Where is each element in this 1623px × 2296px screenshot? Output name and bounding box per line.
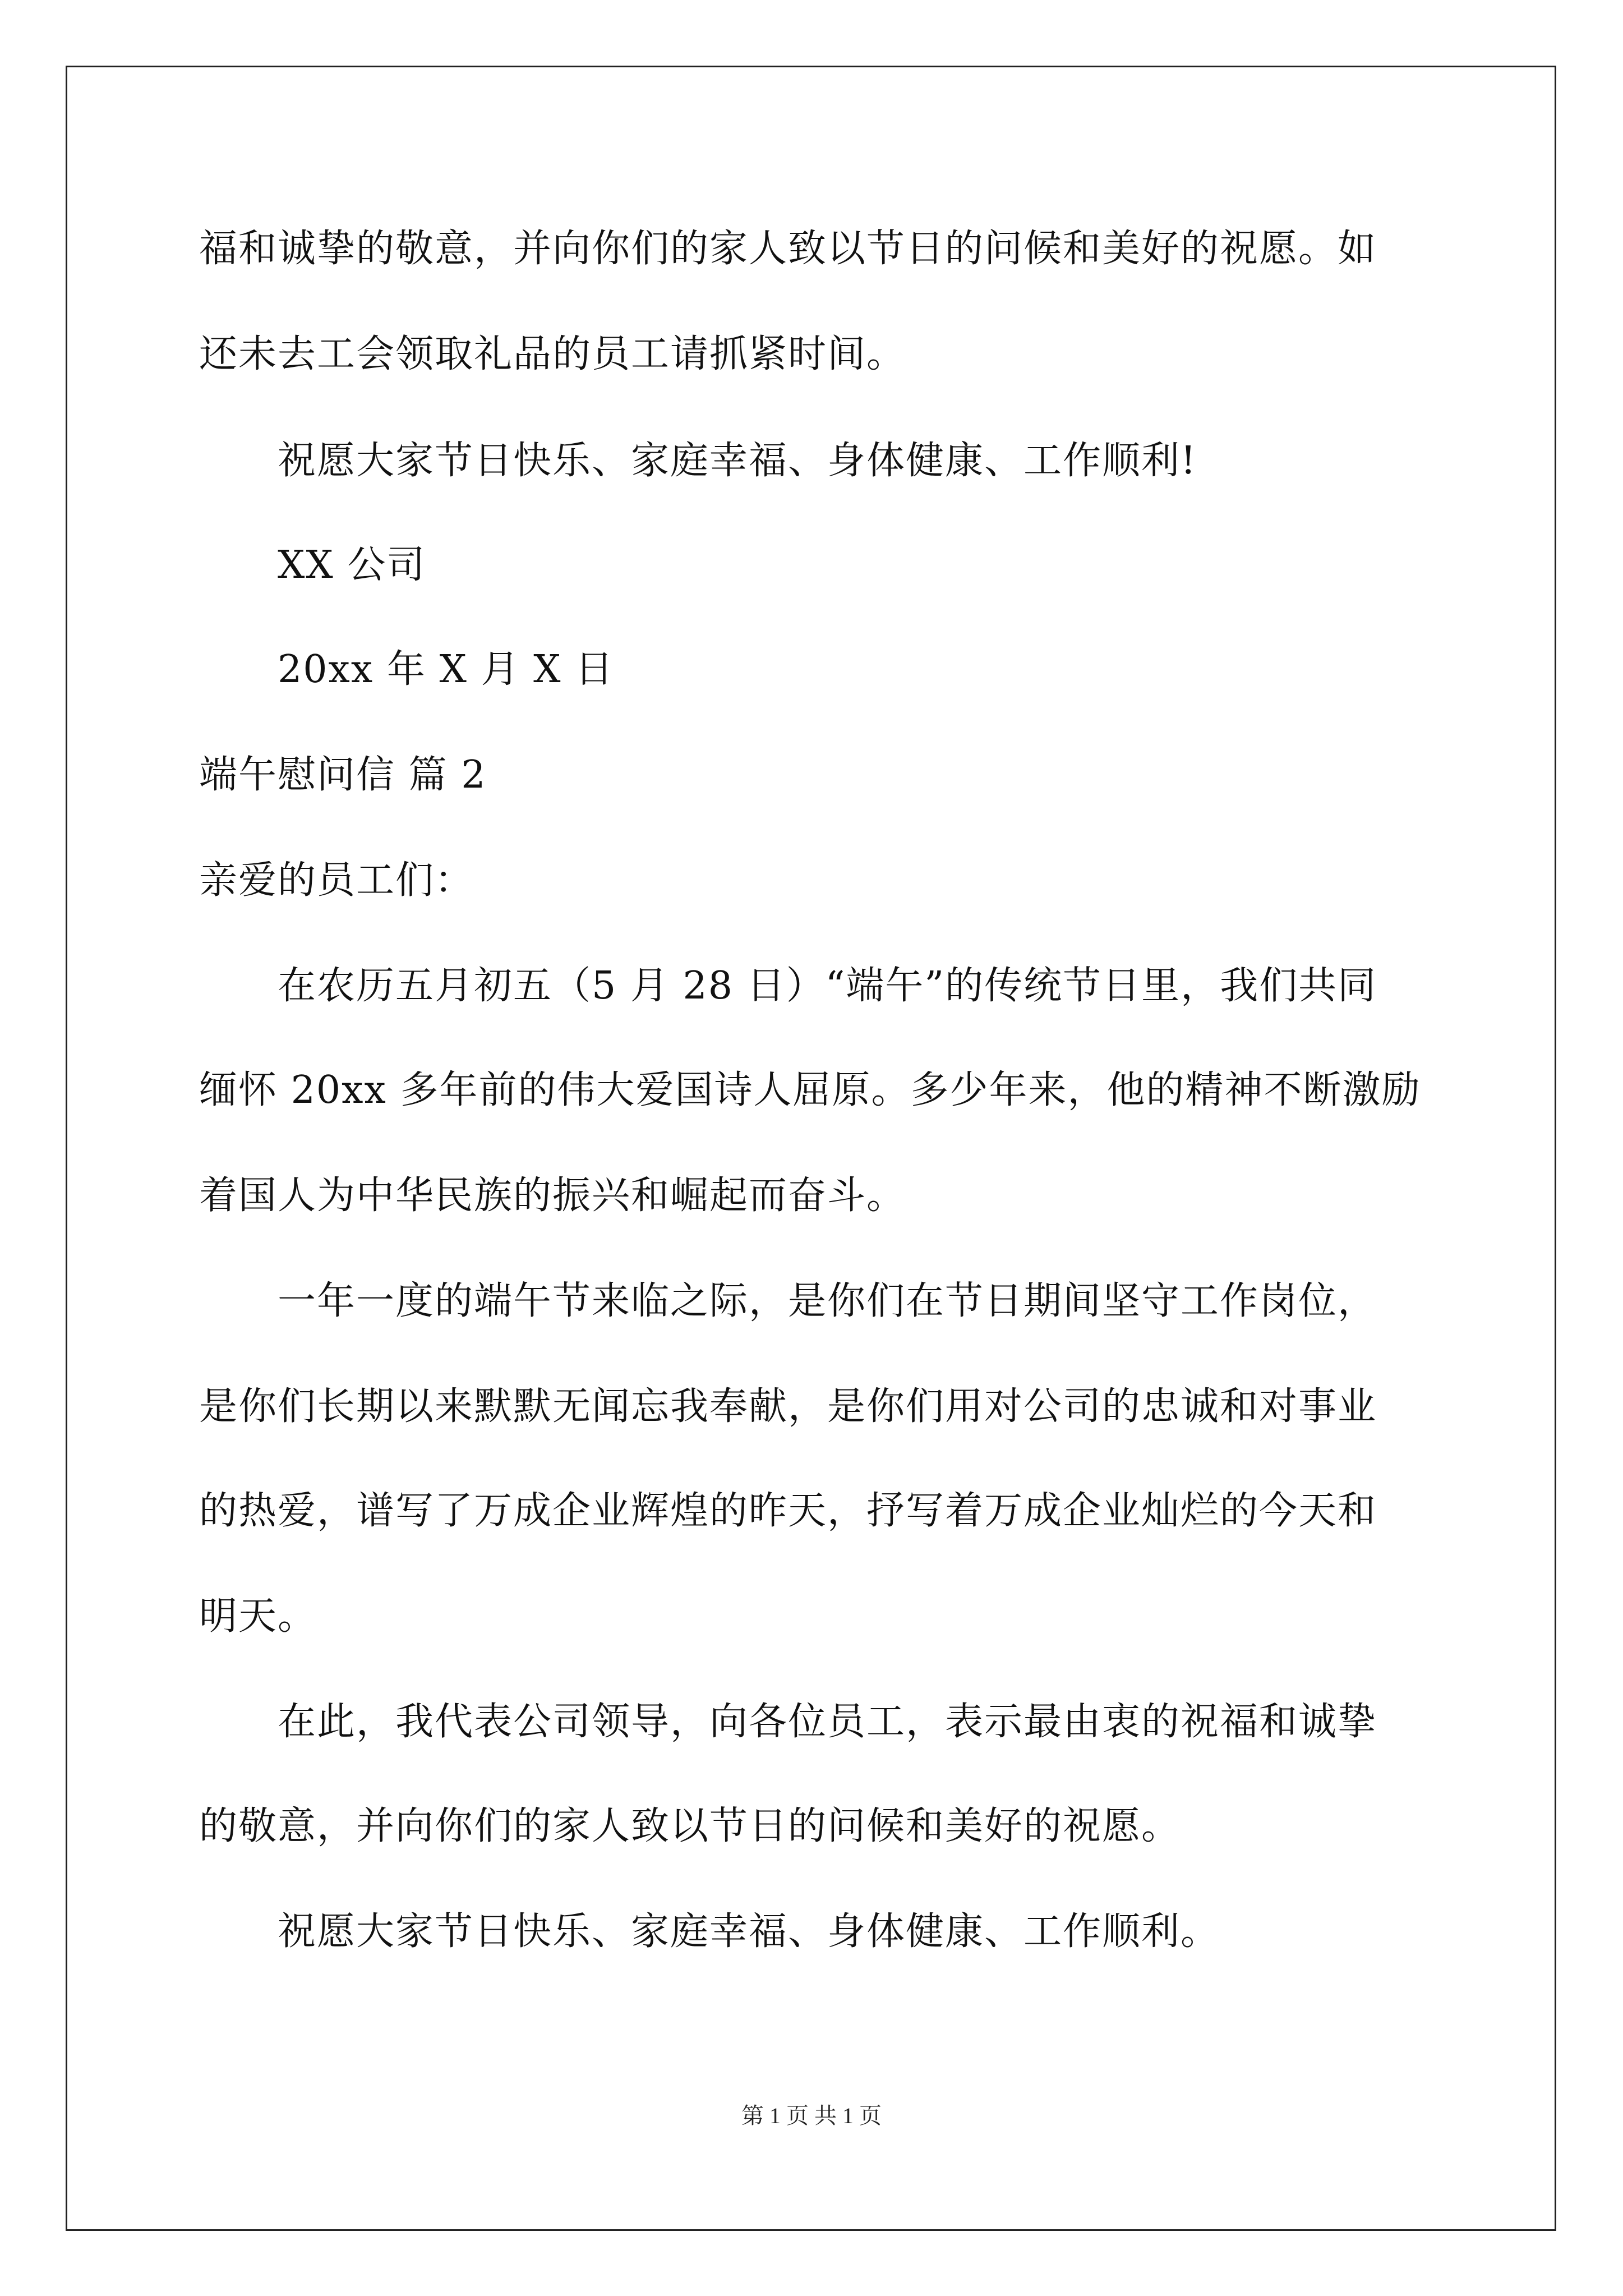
paragraph-line: 着国人为中华民族的振兴和崛起而奋斗。 xyxy=(199,1174,906,1218)
paragraph-line: 的敬意，并向你们的家人致以节日的问候和美好的祝愿。 xyxy=(199,1804,1181,1848)
closing-wish: 祝愿大家节日快乐、家庭幸福、身体健康、工作顺利。 xyxy=(278,1910,1220,1954)
paragraph-line: 一年一度的端午节来临之际，是你们在节日期间坚守工作岗位， xyxy=(278,1279,1377,1323)
greeting-wish: 祝愿大家节日快乐、家庭幸福、身体健康、工作顺利! xyxy=(278,439,1197,483)
paragraph-line: 在农历五月初五（5 月 28 日）“端午”的传统节日里，我们共同 xyxy=(278,964,1377,1008)
paragraph-line: 是你们长期以来默默无闻忘我奉献，是你们用对公司的忠诚和对事业 xyxy=(199,1384,1377,1429)
paragraph-line: 还未去工会领取礼品的员工请抓紧时间。 xyxy=(199,332,906,376)
salutation: 亲爱的员工们： xyxy=(199,858,474,903)
paragraph-line: 明天。 xyxy=(199,1594,317,1639)
paragraph-line: 在此，我代表公司领导，向各位员工，表示最由衷的祝福和诚挚 xyxy=(278,1700,1377,1744)
paragraph-line: 福和诚挚的敬意，并向你们的家人致以节日的问候和美好的祝愿。如 xyxy=(199,227,1377,271)
page-footer: 第 1 页 共 1 页 xyxy=(741,2103,882,2128)
section-heading: 端午慰问信 篇 2 xyxy=(199,753,487,797)
signature-company: XX 公司 xyxy=(278,543,426,587)
paragraph-line: 的热爱，谱写了万成企业辉煌的昨天，抒写着万成企业灿烂的今天和 xyxy=(199,1489,1377,1533)
page-border xyxy=(66,66,1556,2231)
signature-date: 20xx 年 X 月 X 日 xyxy=(278,647,615,692)
paragraph-line: 缅怀 20xx 多年前的伟大爱国诗人屈原。多少年来，他的精神不断激励 xyxy=(199,1068,1421,1112)
